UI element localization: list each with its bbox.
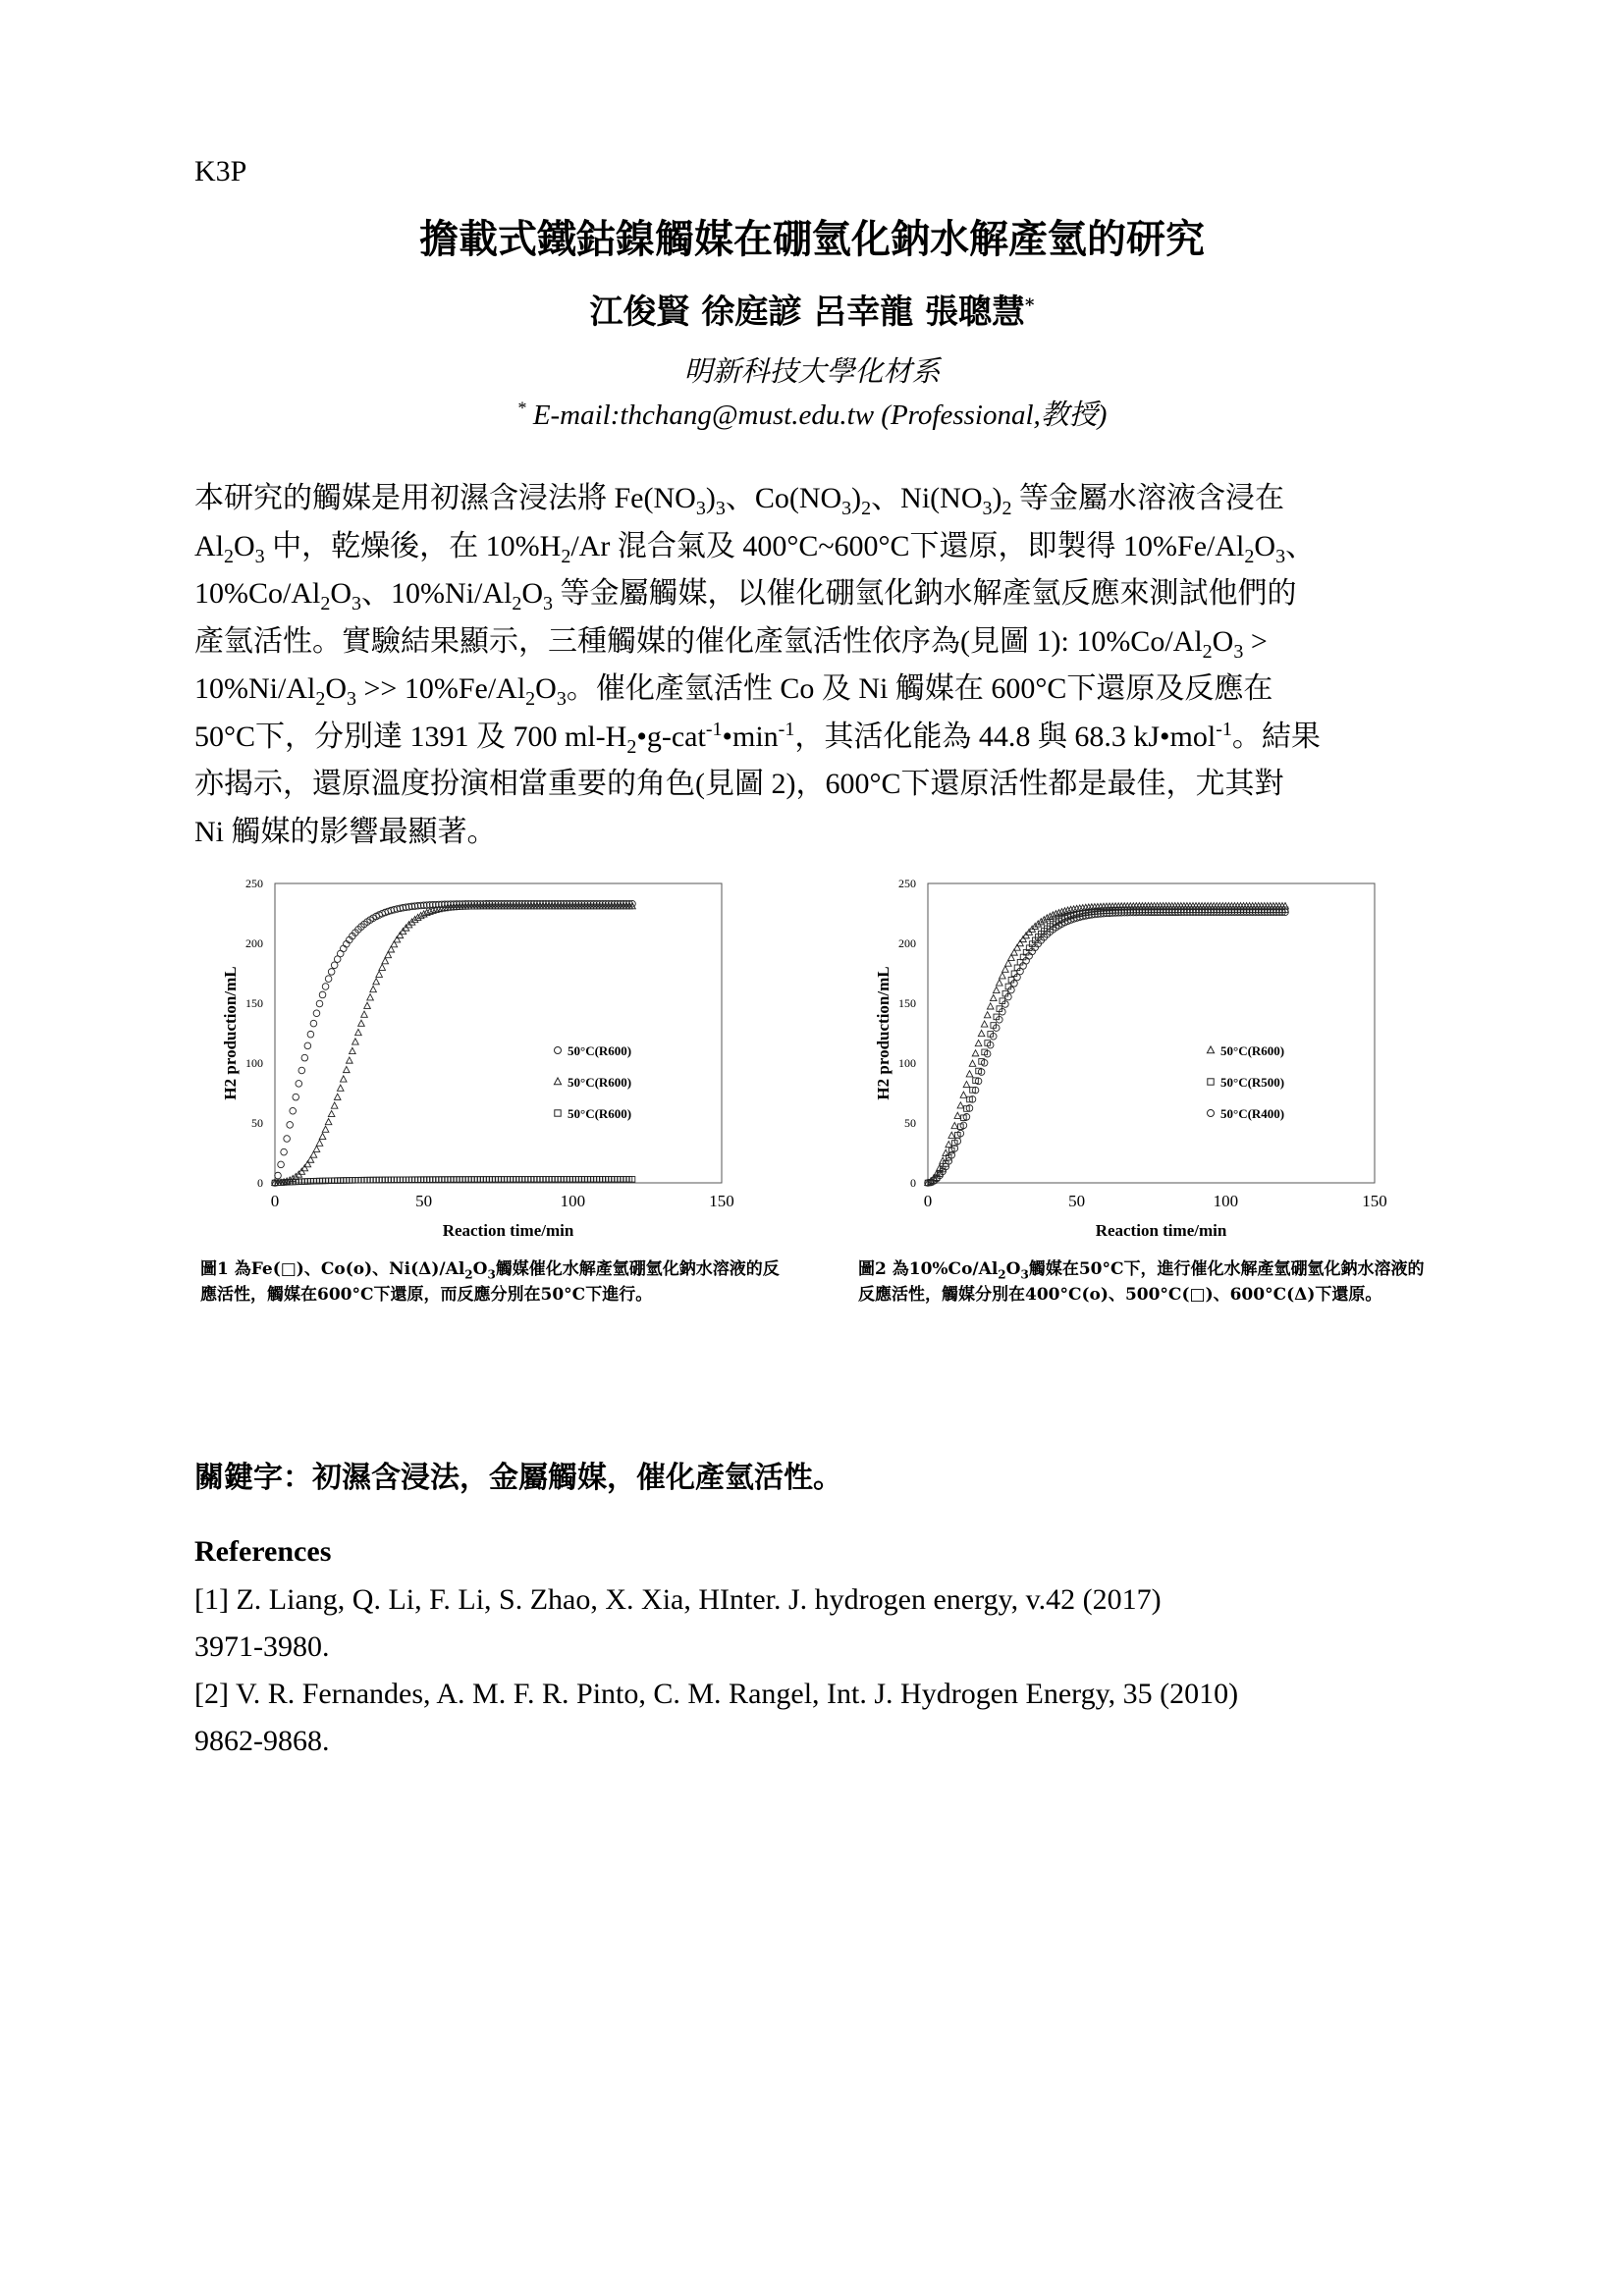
data-point [997,980,1003,986]
x-axis-label: Reaction time/min [442,1221,574,1240]
email-line [0,393,1624,433]
legend-label: 50°C(R600) [568,1043,632,1058]
data-point [969,1060,976,1066]
data-point [287,1122,294,1129]
data-point [951,1122,958,1128]
abstract-line: 50°C下，分別達 1391 及 700 $ml-H_2•g-cat^{-1}•\min^{-1}$，其活化能為 44.8 與 68.3 kJ•mol$^{-1}$。結果 [194,718,1321,758]
data-point [331,1102,338,1108]
data-point [981,1021,988,1027]
data-point [278,1161,285,1168]
data-point [948,1132,955,1138]
data-point [325,976,332,983]
data-point [993,987,1000,992]
legend-label: 50°C(R500) [1220,1075,1285,1090]
data-point [325,1118,332,1124]
data-point [310,1020,317,1027]
legend-square-icon [555,1110,561,1116]
data-point [364,1002,371,1008]
data-point [337,1085,344,1091]
data-point [316,1000,323,1007]
data-point [984,1012,991,1018]
y-axis-label: H2 production/mL [874,966,893,1100]
data-point [328,969,335,976]
data-point [361,1011,368,1017]
figure-2-chart [859,864,1409,1256]
email[interactable]: E-mail:thchang@must.edu.tw (Professional,教授) [532,400,1108,431]
data-point [954,1112,961,1118]
corresponding-mark: * [1025,294,1035,316]
data-point [322,1126,329,1132]
data-point [355,1029,362,1035]
x-tick-label: 100 [560,1192,586,1210]
legend-circle-icon [555,1047,562,1054]
data-point [358,1020,365,1026]
y-tick-label: 0 [257,1176,263,1190]
y-tick-label: 50 [904,1116,916,1130]
figure-1-chart [206,864,756,1256]
reference-1: [1] Z. Liang, Q. Li, F. Li, S. Zhao, X. Xia, HInter. J. hydrogen energy, v.42 (2017) 3971-3980. [194,1583,1162,1663]
data-point [1020,935,1027,941]
legend-circle-icon [1208,1110,1215,1117]
keywords: 關鍵字：初濕含浸法，金屬觸媒，催化產氫活性。 [194,1461,842,1495]
data-point [376,971,383,977]
y-tick-label: 100 [245,1056,263,1070]
x-tick-label: 150 [709,1192,734,1210]
legend-triangle-icon [554,1078,561,1085]
x-axis-label: Reaction time/min [1095,1221,1227,1240]
paper-title: 擔載式鐵鈷鎳觸媒在硼氫化鈉水解產氫的研究 [419,216,1205,262]
data-point [1000,973,1006,979]
data-point [340,1076,347,1082]
data-point [963,1081,970,1087]
y-tick-label: 100 [898,1056,916,1070]
data-point [331,962,338,969]
abstract [194,475,1434,856]
data-point [334,1094,341,1099]
abstract-line: $10\%Ni/Al_2O_3 >> 10\%Fe/Al_2O_3$。催化產氫活性 Co 及 Ni 觸媒在 600°C下還原及反應在 [194,672,1273,710]
paper-code: K3P [194,155,247,187]
author-names: 江俊賢 徐庭諺 呂幸龍 張聰慧 [589,293,1026,332]
data-point [946,1142,952,1148]
affiliation: 明新科技大學化材系 [683,356,941,388]
data-point [322,984,329,990]
data-point [293,1094,299,1100]
y-tick-label: 50 [251,1116,263,1130]
data-point [966,1071,973,1077]
email-mark: * [516,398,526,418]
data-point [957,1102,964,1108]
x-tick-label: 50 [415,1192,433,1210]
data-point [307,1031,314,1038]
x-tick-label: 100 [1213,1192,1239,1210]
figure-1-caption: 圖1 為Fe(□)、Co(o)、$Ni(\Delta)/Al_2O_3$觸媒催化水解產氫硼氫化鈉水溶液的反 應活性，觸媒在600°C下還原，而反應分別在50°C下進行。 [200,1259,780,1305]
y-tick-label: 200 [245,936,263,950]
data-point [972,1050,979,1056]
data-point [382,958,389,964]
data-point [350,1047,356,1053]
data-point [347,1057,353,1063]
y-tick-label: 150 [245,996,263,1010]
data-point [344,1066,351,1072]
legend-triangle-icon [1207,1046,1214,1053]
data-point [313,1010,320,1017]
data-point [328,1110,335,1116]
data-point [319,1133,326,1139]
data-point [340,945,347,952]
y-tick-label: 250 [245,877,263,890]
abstract-line: Ni 觸媒的影響最顯著。 [194,815,497,848]
reference-2: [2] V. R. Fernandes, A. M. F. R. Pinto, C. M. Rangel, Int. J. Hydrogen Energy, 35 (2010) 9862-9868. [194,1678,1239,1757]
data-point [284,1136,291,1143]
abstract-line: 產氫活性。實驗結果顯示，三種觸媒的催化產氫活性依序為(見圖 1): $10\%Co/Al_2O_3$ > [194,624,1268,663]
data-point [281,1148,288,1155]
legend-label: 50°C(R600) [568,1106,632,1121]
x-tick-label: 150 [1362,1192,1387,1210]
x-tick-label: 0 [270,1192,280,1210]
data-point [367,994,374,1000]
y-tick-label: 200 [898,936,916,950]
data-point [370,986,377,991]
legend-label: 50°C(R400) [1220,1106,1285,1121]
abstract-line: 本研究的觸媒是用初濕含浸法將 $Fe(NO_3)_3$、$Co(NO_3)_2$、$Ni(NO_3)_2$ 等金屬水溶液含浸在 [194,482,1284,519]
figure-2-caption: 圖2 為$10\%Co/Al_2O_3$觸媒在50°C下，進行催化水解產氫硼氫化鈉水溶液的 反應活性，觸媒分別在400°C(o)、500°C(□)、600°C(Δ)下還原。 [858,1259,1425,1305]
data-point [1005,960,1012,966]
data-point [352,1039,359,1044]
abstract-line: 亦揭示，還原溫度扮演相當重要的角色(見圖 2)，600°C下還原活性都是最佳，尤其對 [194,768,1284,800]
data-point [379,964,386,970]
data-point [301,1054,308,1061]
data-point [296,1081,302,1088]
data-point [275,1172,282,1179]
data-point [313,1146,320,1151]
data-point [987,1003,994,1009]
legend-square-icon [1208,1079,1214,1085]
abstract-line: $10\%Co/Al_2O_3$、$10\%Ni/Al_2O_3$ 等金屬觸媒，以催化硼氫化鈉水解產氫反應來測試他們的 [194,577,1297,614]
abstract-line: $Al_2O_3$ 中，乾燥後，在 $10\%H_2/Ar$ 混合氣及 400°C~600°C下還原，即製得 $10\%Fe/Al_2O_3$、 [194,529,1316,567]
y-tick-label: 0 [910,1176,916,1190]
y-axis-label: H2 production/mL [221,966,240,1100]
data-point [978,1031,985,1037]
data-point [990,994,997,1000]
figure-2-plot [859,864,1409,1256]
data-point [975,1040,982,1045]
data-point [298,1067,305,1074]
data-point [373,979,380,985]
data-point [960,1092,967,1097]
data-point [290,1107,297,1114]
legend-label: 50°C(R600) [1220,1043,1285,1058]
x-tick-label: 0 [923,1192,933,1210]
series-square [272,1177,635,1186]
data-point [316,1140,323,1146]
legend-label: 50°C(R600) [568,1075,632,1090]
authors [0,285,1624,333]
y-tick-label: 250 [898,877,916,890]
data-point [1002,966,1009,972]
y-tick-label: 150 [898,996,916,1010]
figure-1-plot [206,864,756,1256]
x-tick-label: 50 [1068,1192,1086,1210]
plot-frame [275,883,722,1183]
data-point [319,991,326,998]
references-heading: References [194,1535,332,1568]
data-point [304,1042,311,1049]
